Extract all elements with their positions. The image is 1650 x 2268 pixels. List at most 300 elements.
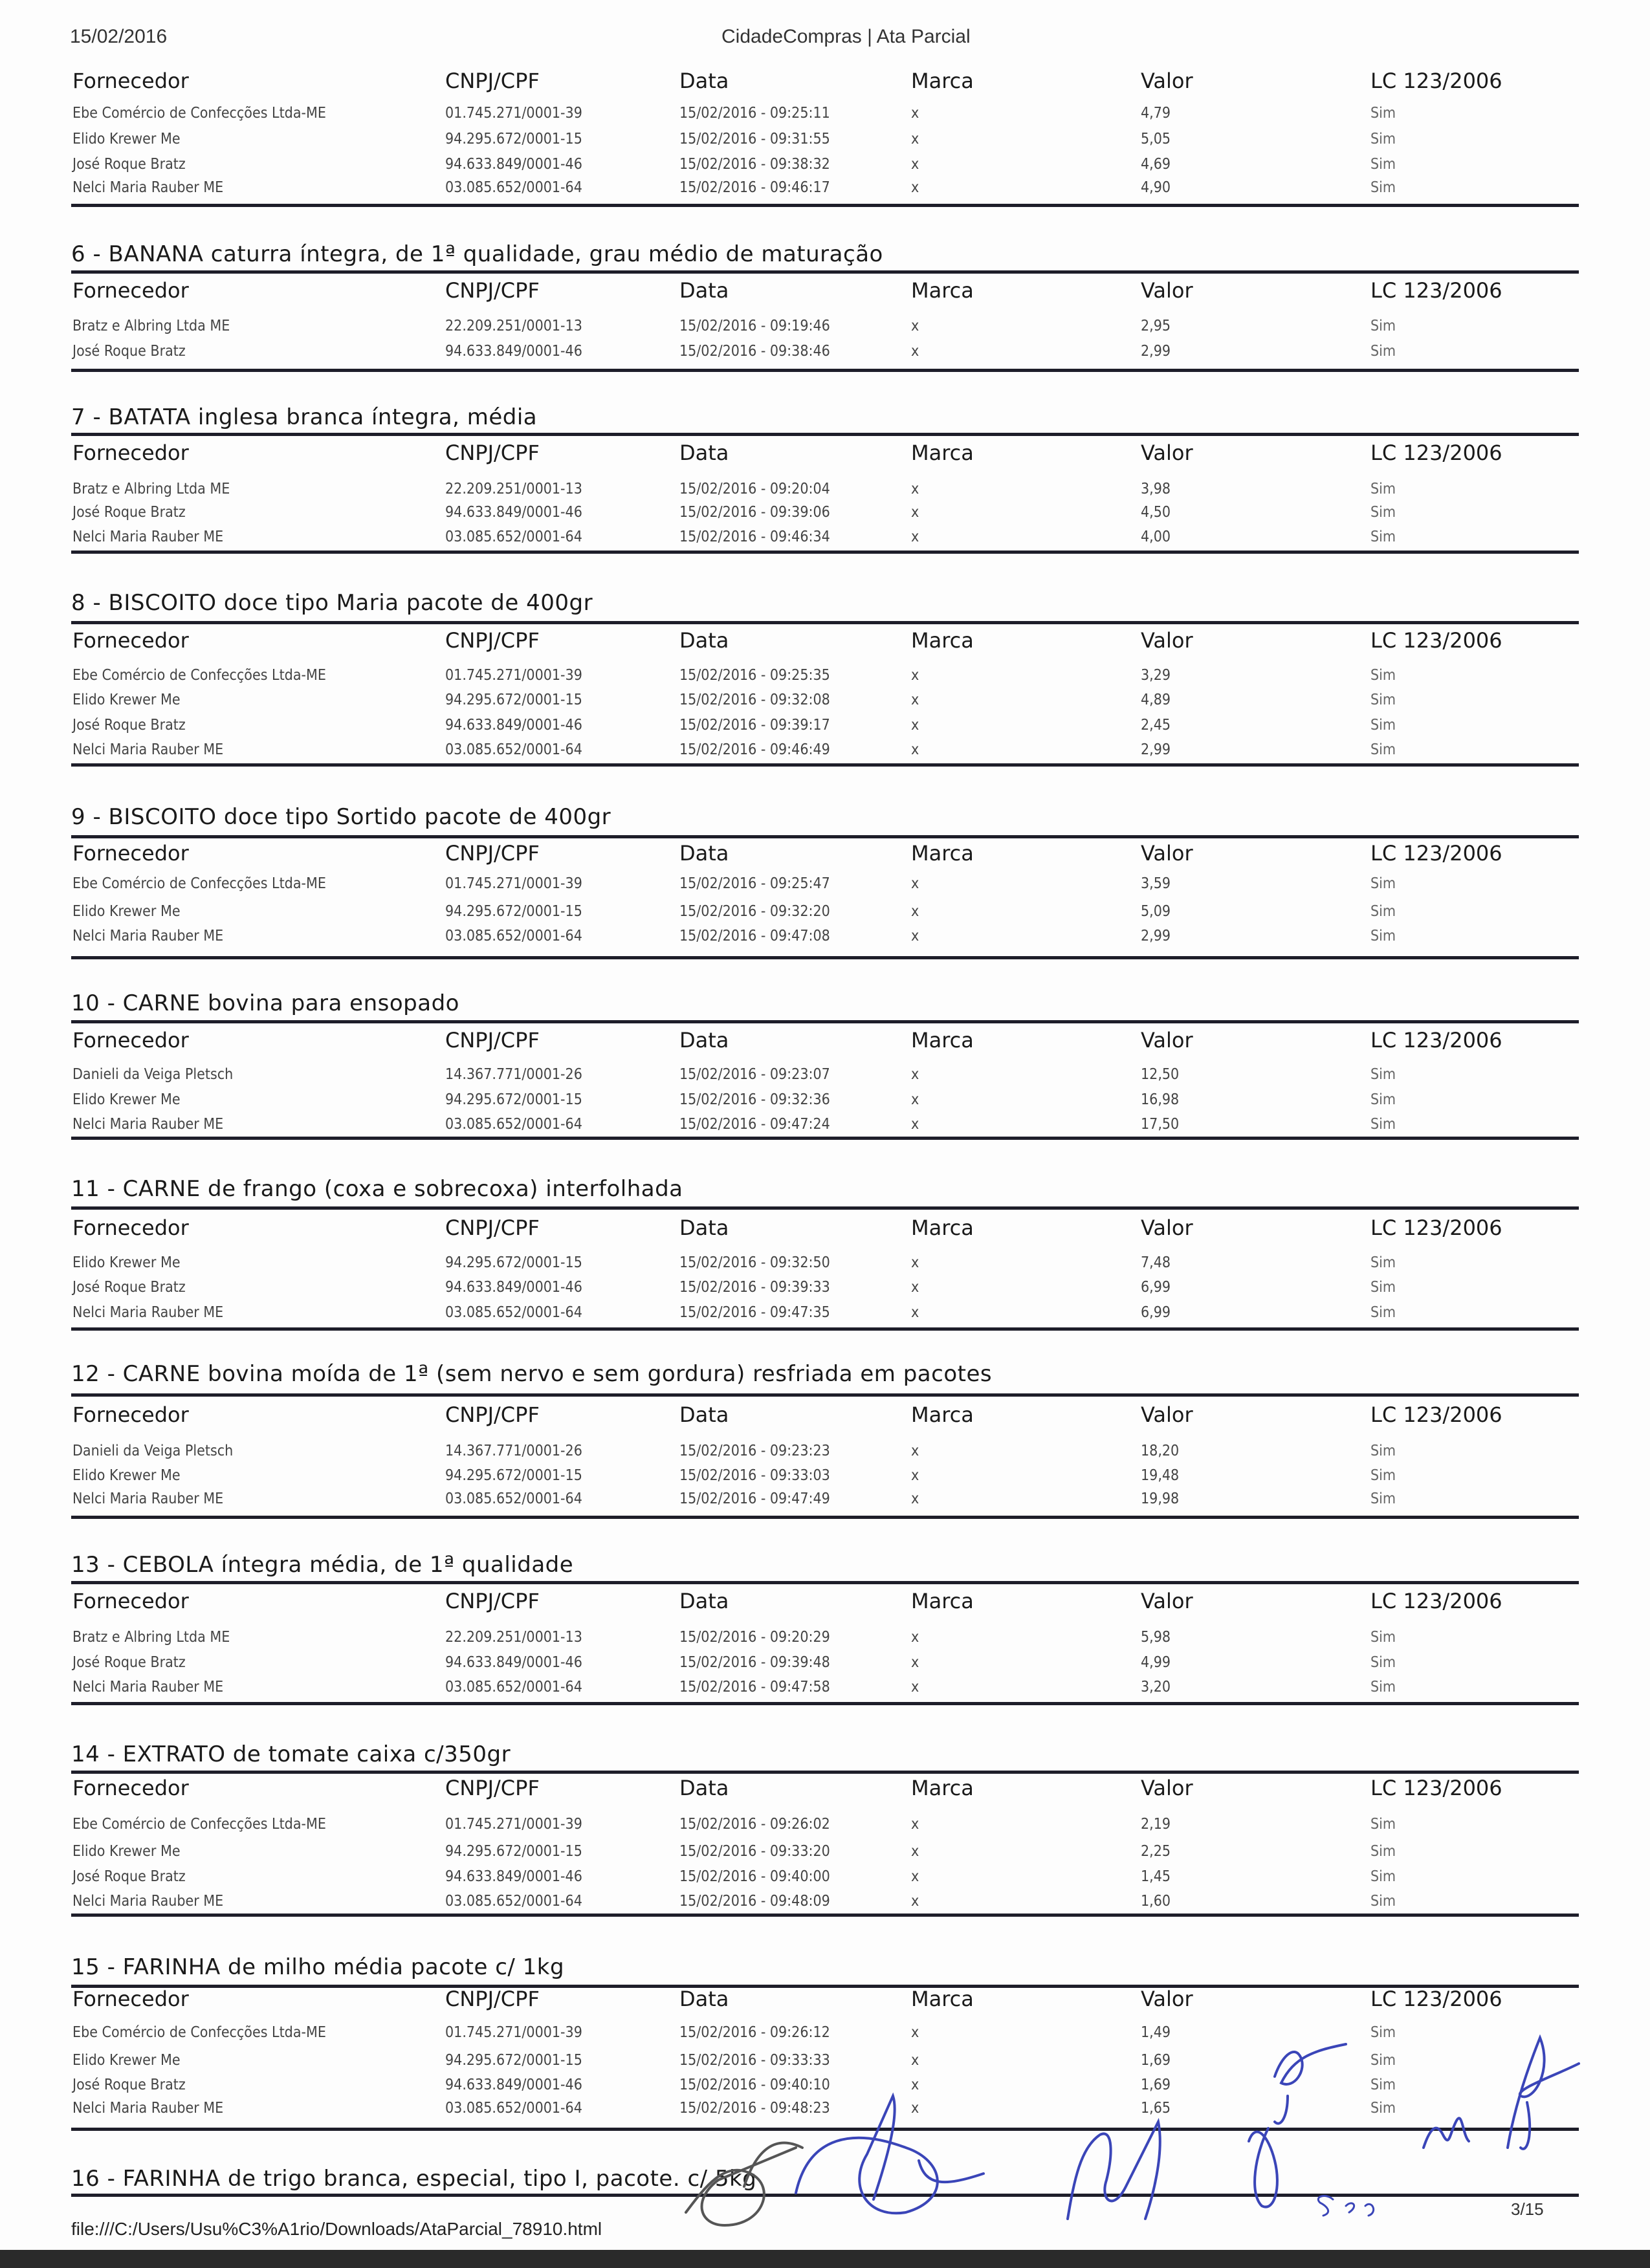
- brand: x: [911, 156, 919, 173]
- title-rule: [71, 1393, 1579, 1397]
- supplier-name: José Roque Bratz: [72, 2077, 186, 2093]
- lc-123-2006: Sim: [1370, 2100, 1396, 2117]
- lc-123-2006: Sim: [1370, 667, 1396, 684]
- column-header-valor: Valor: [1141, 841, 1193, 866]
- column-header-lc-123-2006: LC 123/2006: [1370, 1776, 1502, 1800]
- brand: x: [911, 1629, 919, 1646]
- bid-datetime: 15/02/2016 - 09:26:02: [679, 1816, 830, 1833]
- column-header-data: Data: [679, 1589, 729, 1613]
- signature-5: [1275, 2044, 1346, 2124]
- column-header-lc-123-2006: LC 123/2006: [1370, 1987, 1502, 2011]
- column-header-cnpj-cpf: CNPJ/CPF: [445, 1216, 540, 1240]
- bid-value: 2,45: [1141, 717, 1171, 734]
- lc-123-2006: Sim: [1370, 1091, 1396, 1108]
- supplier-name: Nelci Maria Rauber ME: [72, 741, 224, 758]
- lc-123-2006: Sim: [1370, 1443, 1396, 1459]
- bid-value: 18,20: [1141, 1443, 1180, 1459]
- lc-123-2006: Sim: [1370, 928, 1396, 944]
- bid-datetime: 15/02/2016 - 09:39:48: [679, 1654, 830, 1671]
- column-header-cnpj-cpf: CNPJ/CPF: [445, 441, 540, 465]
- bid-value: 3,20: [1141, 1679, 1171, 1696]
- bid-value: 4,79: [1141, 105, 1171, 122]
- bid-value: 4,00: [1141, 529, 1171, 545]
- signature-3: [1068, 2122, 1160, 2219]
- column-header-lc-123-2006: LC 123/2006: [1370, 1589, 1502, 1613]
- bid-value: 12,50: [1141, 1066, 1180, 1083]
- column-header-valor: Valor: [1141, 1402, 1193, 1427]
- scan-edge: [0, 2250, 1650, 2268]
- title-rule: [71, 1985, 1579, 1988]
- bid-value: 7,48: [1141, 1254, 1171, 1271]
- lc-123-2006: Sim: [1370, 156, 1396, 173]
- column-header-cnpj-cpf: CNPJ/CPF: [445, 1402, 540, 1427]
- title-rule: [71, 621, 1579, 624]
- title-rule: [71, 2194, 1579, 2197]
- brand: x: [911, 2052, 919, 2069]
- column-header-valor: Valor: [1141, 1776, 1193, 1800]
- supplier-name: Nelci Maria Rauber ME: [72, 1893, 224, 1910]
- bid-datetime: 15/02/2016 - 09:48:23: [679, 2100, 830, 2117]
- lc-123-2006: Sim: [1370, 903, 1396, 920]
- cnpj: 94.295.672/0001-15: [445, 131, 582, 147]
- lc-123-2006: Sim: [1370, 717, 1396, 734]
- cnpj: 01.745.271/0001-39: [445, 667, 582, 684]
- cnpj: 03.085.652/0001-64: [445, 741, 582, 758]
- supplier-name: José Roque Bratz: [72, 1868, 186, 1885]
- bid-datetime: 15/02/2016 - 09:32:50: [679, 1254, 830, 1271]
- bid-datetime: 15/02/2016 - 09:25:11: [679, 105, 830, 122]
- title-rule: [71, 1771, 1579, 1774]
- column-header-data: Data: [679, 69, 729, 93]
- bid-value: 4,90: [1141, 179, 1171, 196]
- bid-datetime: 15/02/2016 - 09:33:20: [679, 1843, 830, 1860]
- brand: x: [911, 875, 919, 892]
- cnpj: 94.295.672/0001-15: [445, 1467, 582, 1484]
- bid-value: 2,99: [1141, 741, 1171, 758]
- item-title: 12 - CARNE bovina moída de 1ª (sem nervo e sem gordura) resfriada em pacotes: [71, 1361, 993, 1387]
- bid-datetime: 15/02/2016 - 09:46:17: [679, 179, 830, 196]
- bid-value: 16,98: [1141, 1091, 1180, 1108]
- lc-123-2006: Sim: [1370, 1304, 1396, 1321]
- supplier-name: Nelci Maria Rauber ME: [72, 1304, 224, 1321]
- supplier-name: José Roque Bratz: [72, 1279, 186, 1296]
- bid-datetime: 15/02/2016 - 09:47:08: [679, 928, 830, 944]
- lc-123-2006: Sim: [1370, 529, 1396, 545]
- brand: x: [911, 179, 919, 196]
- bid-value: 3,29: [1141, 667, 1171, 684]
- bid-value: 2,99: [1141, 343, 1171, 360]
- supplier-name: Ebe Comércio de Confecções Ltda-ME: [72, 2024, 326, 2041]
- cnpj: 94.633.849/0001-46: [445, 1868, 582, 1885]
- supplier-name: Elido Krewer Me: [72, 1467, 181, 1484]
- column-header-data: Data: [679, 1028, 729, 1052]
- brand: x: [911, 667, 919, 684]
- column-header-marca: Marca: [911, 1987, 974, 2011]
- column-header-cnpj-cpf: CNPJ/CPF: [445, 69, 540, 93]
- cnpj: 94.633.849/0001-46: [445, 156, 582, 173]
- supplier-name: Nelci Maria Rauber ME: [72, 179, 224, 196]
- bid-value: 1,45: [1141, 1868, 1171, 1885]
- brand: x: [911, 1679, 919, 1696]
- supplier-name: Danieli da Veiga Pletsch: [72, 1443, 234, 1459]
- bid-value: 5,98: [1141, 1629, 1171, 1646]
- lc-123-2006: Sim: [1370, 105, 1396, 122]
- brand: x: [911, 1654, 919, 1671]
- column-header-fornecedor: Fornecedor: [72, 1589, 189, 1613]
- brand: x: [911, 1893, 919, 1910]
- supplier-name: Ebe Comércio de Confecções Ltda-ME: [72, 875, 326, 892]
- cnpj: 03.085.652/0001-64: [445, 1679, 582, 1696]
- brand: x: [911, 1467, 919, 1484]
- lc-123-2006: Sim: [1370, 1490, 1396, 1507]
- column-header-cnpj-cpf: CNPJ/CPF: [445, 1589, 540, 1613]
- bid-value: 1,49: [1141, 2024, 1171, 2041]
- lc-123-2006: Sim: [1370, 1279, 1396, 1296]
- item-title: 14 - EXTRATO de tomate caixa c/350gr: [71, 1741, 511, 1767]
- bid-datetime: 15/02/2016 - 09:38:46: [679, 343, 830, 360]
- cnpj: 01.745.271/0001-39: [445, 2024, 582, 2041]
- bid-datetime: 15/02/2016 - 09:40:00: [679, 1868, 830, 1885]
- cnpj: 03.085.652/0001-64: [445, 928, 582, 944]
- bid-value: 5,05: [1141, 131, 1171, 147]
- column-header-data: Data: [679, 628, 729, 653]
- title-rule: [71, 433, 1579, 436]
- column-header-fornecedor: Fornecedor: [72, 628, 189, 653]
- bid-value: 6,99: [1141, 1279, 1171, 1296]
- bid-datetime: 15/02/2016 - 09:25:35: [679, 667, 830, 684]
- bid-datetime: 15/02/2016 - 09:38:32: [679, 156, 830, 173]
- column-header-valor: Valor: [1141, 1216, 1193, 1240]
- column-header-lc-123-2006: LC 123/2006: [1370, 1402, 1502, 1427]
- column-header-data: Data: [679, 1776, 729, 1800]
- cnpj: 14.367.771/0001-26: [445, 1066, 582, 1083]
- cnpj: 03.085.652/0001-64: [445, 1304, 582, 1321]
- bid-datetime: 15/02/2016 - 09:32:36: [679, 1091, 830, 1108]
- title-rule: [71, 835, 1579, 838]
- column-header-fornecedor: Fornecedor: [72, 441, 189, 465]
- lc-123-2006: Sim: [1370, 692, 1396, 708]
- section-end-rule: [71, 763, 1579, 767]
- cnpj: 94.295.672/0001-15: [445, 1091, 582, 1108]
- bid-datetime: 15/02/2016 - 09:47:35: [679, 1304, 830, 1321]
- supplier-name: Elido Krewer Me: [72, 2052, 181, 2069]
- bid-value: 1,60: [1141, 1893, 1171, 1910]
- bid-datetime: 15/02/2016 - 09:19:46: [679, 318, 830, 334]
- lc-123-2006: Sim: [1370, 343, 1396, 360]
- column-header-fornecedor: Fornecedor: [72, 1776, 189, 1800]
- column-header-valor: Valor: [1141, 1589, 1193, 1613]
- bid-datetime: 15/02/2016 - 09:48:09: [679, 1893, 830, 1910]
- column-header-marca: Marca: [911, 278, 974, 303]
- supplier-name: Elido Krewer Me: [72, 1254, 181, 1271]
- brand: x: [911, 1279, 919, 1296]
- supplier-name: Nelci Maria Rauber ME: [72, 1679, 224, 1696]
- item-title: 8 - BISCOITO doce tipo Maria pacote de 400gr: [71, 590, 593, 616]
- column-header-marca: Marca: [911, 1402, 974, 1427]
- column-header-data: Data: [679, 1216, 729, 1240]
- column-header-cnpj-cpf: CNPJ/CPF: [445, 1028, 540, 1052]
- brand: x: [911, 1868, 919, 1885]
- bid-datetime: 15/02/2016 - 09:39:33: [679, 1279, 830, 1296]
- column-header-marca: Marca: [911, 69, 974, 93]
- lc-123-2006: Sim: [1370, 179, 1396, 196]
- bid-value: 2,95: [1141, 318, 1171, 334]
- brand: x: [911, 318, 919, 334]
- bid-value: 4,99: [1141, 1654, 1171, 1671]
- page-number: 3/15: [1511, 2199, 1544, 2219]
- cnpj: 22.209.251/0001-13: [445, 318, 582, 334]
- title-rule: [71, 1020, 1579, 1023]
- section-end-rule: [71, 1914, 1579, 1917]
- lc-123-2006: Sim: [1370, 1066, 1396, 1083]
- supplier-name: Ebe Comércio de Confecções Ltda-ME: [72, 1816, 326, 1833]
- column-header-fornecedor: Fornecedor: [72, 278, 189, 303]
- brand: x: [911, 343, 919, 360]
- cnpj: 03.085.652/0001-64: [445, 179, 582, 196]
- supplier-name: Elido Krewer Me: [72, 131, 181, 147]
- bid-datetime: 15/02/2016 - 09:39:06: [679, 504, 830, 521]
- bid-datetime: 15/02/2016 - 09:20:29: [679, 1629, 830, 1646]
- column-header-fornecedor: Fornecedor: [72, 1402, 189, 1427]
- supplier-name: Elido Krewer Me: [72, 1091, 181, 1108]
- column-header-lc-123-2006: LC 123/2006: [1370, 441, 1502, 465]
- bid-value: 1,65: [1141, 2100, 1171, 2117]
- cnpj: 94.295.672/0001-15: [445, 2052, 582, 2069]
- column-header-marca: Marca: [911, 1589, 974, 1613]
- bid-datetime: 15/02/2016 - 09:23:07: [679, 1066, 830, 1083]
- cnpj: 94.633.849/0001-46: [445, 1654, 582, 1671]
- column-header-data: Data: [679, 441, 729, 465]
- lc-123-2006: Sim: [1370, 318, 1396, 334]
- cnpj: 03.085.652/0001-64: [445, 2100, 582, 2117]
- section-end-rule: [71, 2128, 1579, 2131]
- column-header-marca: Marca: [911, 841, 974, 866]
- column-header-marca: Marca: [911, 1776, 974, 1800]
- column-header-fornecedor: Fornecedor: [72, 841, 189, 866]
- bid-value: 4,89: [1141, 692, 1171, 708]
- bid-value: 4,50: [1141, 504, 1171, 521]
- cnpj: 14.367.771/0001-26: [445, 1443, 582, 1459]
- lc-123-2006: Sim: [1370, 2052, 1396, 2069]
- supplier-name: Ebe Comércio de Confecções Ltda-ME: [72, 105, 326, 122]
- column-header-lc-123-2006: LC 123/2006: [1370, 1028, 1502, 1052]
- page-title: CidadeCompras | Ata Parcial: [721, 26, 971, 47]
- item-title: 9 - BISCOITO doce tipo Sortido pacote de 400gr: [71, 804, 611, 830]
- cnpj: 94.633.849/0001-46: [445, 2077, 582, 2093]
- column-header-valor: Valor: [1141, 69, 1193, 93]
- supplier-name: Nelci Maria Rauber ME: [72, 529, 224, 545]
- column-header-valor: Valor: [1141, 441, 1193, 465]
- brand: x: [911, 2077, 919, 2093]
- column-header-data: Data: [679, 1987, 729, 2011]
- bid-datetime: 15/02/2016 - 09:23:23: [679, 1443, 830, 1459]
- bid-datetime: 15/02/2016 - 09:47:49: [679, 1490, 830, 1507]
- brand: x: [911, 504, 919, 521]
- column-header-marca: Marca: [911, 441, 974, 465]
- bid-value: 2,25: [1141, 1843, 1171, 1860]
- section-end-rule: [71, 369, 1579, 372]
- column-header-cnpj-cpf: CNPJ/CPF: [445, 1987, 540, 2011]
- lc-123-2006: Sim: [1370, 1868, 1396, 1885]
- bid-value: 19,98: [1141, 1490, 1180, 1507]
- title-rule: [71, 270, 1579, 274]
- brand: x: [911, 1091, 919, 1108]
- bid-datetime: 15/02/2016 - 09:26:12: [679, 2024, 830, 2041]
- lc-123-2006: Sim: [1370, 1679, 1396, 1696]
- cnpj: 94.633.849/0001-46: [445, 717, 582, 734]
- lc-123-2006: Sim: [1370, 1816, 1396, 1833]
- lc-123-2006: Sim: [1370, 2077, 1396, 2093]
- brand: x: [911, 1116, 919, 1133]
- supplier-name: José Roque Bratz: [72, 156, 186, 173]
- bid-datetime: 15/02/2016 - 09:46:49: [679, 741, 830, 758]
- column-header-lc-123-2006: LC 123/2006: [1370, 1216, 1502, 1240]
- supplier-name: Nelci Maria Rauber ME: [72, 1116, 224, 1133]
- supplier-name: Danieli da Veiga Pletsch: [72, 1066, 234, 1083]
- bid-datetime: 15/02/2016 - 09:33:03: [679, 1467, 830, 1484]
- section-end-rule: [71, 1516, 1579, 1519]
- bid-datetime: 15/02/2016 - 09:47:24: [679, 1116, 830, 1133]
- bid-datetime: 15/02/2016 - 09:40:10: [679, 2077, 830, 2093]
- lc-123-2006: Sim: [1370, 875, 1396, 892]
- bid-datetime: 15/02/2016 - 09:25:47: [679, 875, 830, 892]
- column-header-valor: Valor: [1141, 278, 1193, 303]
- signature-6: [1424, 2038, 1579, 2149]
- brand: x: [911, 1490, 919, 1507]
- cnpj: 94.295.672/0001-15: [445, 1843, 582, 1860]
- cnpj: 94.633.849/0001-46: [445, 1279, 582, 1296]
- bid-datetime: 15/02/2016 - 09:32:08: [679, 692, 830, 708]
- bid-value: 1,69: [1141, 2052, 1171, 2069]
- supplier-name: Nelci Maria Rauber ME: [72, 1490, 224, 1507]
- supplier-name: José Roque Bratz: [72, 1654, 186, 1671]
- column-header-marca: Marca: [911, 1028, 974, 1052]
- lc-123-2006: Sim: [1370, 1467, 1396, 1484]
- title-rule: [71, 1206, 1579, 1210]
- brand: x: [911, 1443, 919, 1459]
- brand: x: [911, 928, 919, 944]
- column-header-valor: Valor: [1141, 1028, 1193, 1052]
- bid-value: 3,98: [1141, 481, 1171, 497]
- column-header-fornecedor: Fornecedor: [72, 1028, 189, 1052]
- cnpj: 03.085.652/0001-64: [445, 1893, 582, 1910]
- column-header-data: Data: [679, 278, 729, 303]
- column-header-fornecedor: Fornecedor: [72, 69, 189, 93]
- lc-123-2006: Sim: [1370, 1893, 1396, 1910]
- supplier-name: Nelci Maria Rauber ME: [72, 928, 224, 944]
- brand: x: [911, 2024, 919, 2041]
- cnpj: 22.209.251/0001-13: [445, 1629, 582, 1646]
- brand: x: [911, 529, 919, 545]
- supplier-name: Elido Krewer Me: [72, 903, 181, 920]
- footer-file-url: file:///C:/Users/Usu%C3%A1rio/Downloads/AtaParcial_78910.html: [71, 2219, 602, 2239]
- cnpj: 03.085.652/0001-64: [445, 1490, 582, 1507]
- column-header-fornecedor: Fornecedor: [72, 1216, 189, 1240]
- brand: x: [911, 105, 919, 122]
- column-header-lc-123-2006: LC 123/2006: [1370, 278, 1502, 303]
- cnpj: 03.085.652/0001-64: [445, 529, 582, 545]
- cnpj: 94.295.672/0001-15: [445, 692, 582, 708]
- column-header-valor: Valor: [1141, 1987, 1193, 2011]
- supplier-name: Ebe Comércio de Confecções Ltda-ME: [72, 667, 326, 684]
- bid-datetime: 15/02/2016 - 09:39:17: [679, 717, 830, 734]
- bid-datetime: 15/02/2016 - 09:32:20: [679, 903, 830, 920]
- column-header-marca: Marca: [911, 628, 974, 653]
- brand: x: [911, 903, 919, 920]
- column-header-marca: Marca: [911, 1216, 974, 1240]
- title-rule: [71, 1581, 1579, 1584]
- cnpj: 94.295.672/0001-15: [445, 903, 582, 920]
- bid-datetime: 15/02/2016 - 09:46:34: [679, 529, 830, 545]
- cnpj: 01.745.271/0001-39: [445, 1816, 582, 1833]
- cnpj: 03.085.652/0001-64: [445, 1116, 582, 1133]
- column-header-cnpj-cpf: CNPJ/CPF: [445, 841, 540, 866]
- bid-value: 3,59: [1141, 875, 1171, 892]
- brand: x: [911, 131, 919, 147]
- bid-datetime: 15/02/2016 - 09:20:04: [679, 481, 830, 497]
- supplier-name: Bratz e Albring Ltda ME: [72, 481, 230, 497]
- cnpj: 94.633.849/0001-46: [445, 343, 582, 360]
- supplier-name: Elido Krewer Me: [72, 692, 181, 708]
- section-end-rule: [71, 1702, 1579, 1705]
- lc-123-2006: Sim: [1370, 2024, 1396, 2041]
- bid-value: 6,99: [1141, 1304, 1171, 1321]
- brand: x: [911, 1304, 919, 1321]
- lc-123-2006: Sim: [1370, 1629, 1396, 1646]
- brand: x: [911, 481, 919, 497]
- cnpj: 94.295.672/0001-15: [445, 1254, 582, 1271]
- brand: x: [911, 1843, 919, 1860]
- bid-value: 19,48: [1141, 1467, 1180, 1484]
- section-end-rule: [71, 1327, 1579, 1331]
- item-title: 16 - FARINHA de trigo branca, especial, tipo I, pacote. c/ 5kg: [71, 2166, 757, 2192]
- supplier-name: Bratz e Albring Ltda ME: [72, 1629, 230, 1646]
- section-end-rule: [71, 551, 1579, 554]
- supplier-name: José Roque Bratz: [72, 717, 186, 734]
- item-title: 11 - CARNE de frango (coxa e sobrecoxa) interfolhada: [71, 1176, 683, 1202]
- column-header-lc-123-2006: LC 123/2006: [1370, 628, 1502, 653]
- section-end-rule: [71, 1137, 1579, 1140]
- supplier-name: Elido Krewer Me: [72, 1843, 181, 1860]
- bid-value: 17,50: [1141, 1116, 1180, 1133]
- item-title: 6 - BANANA caturra íntegra, de 1ª qualidade, grau médio de maturação: [71, 241, 883, 267]
- bid-datetime: 15/02/2016 - 09:47:58: [679, 1679, 830, 1696]
- lc-123-2006: Sim: [1370, 481, 1396, 497]
- cnpj: 01.745.271/0001-39: [445, 875, 582, 892]
- brand: x: [911, 1254, 919, 1271]
- supplier-name: Bratz e Albring Ltda ME: [72, 318, 230, 334]
- item-title: 7 - BATATA inglesa branca íntegra, média: [71, 404, 538, 430]
- lc-123-2006: Sim: [1370, 131, 1396, 147]
- brand: x: [911, 1066, 919, 1083]
- column-header-cnpj-cpf: CNPJ/CPF: [445, 278, 540, 303]
- print-date: 15/02/2016: [70, 26, 168, 47]
- bid-datetime: 15/02/2016 - 09:31:55: [679, 131, 830, 147]
- supplier-name: Nelci Maria Rauber ME: [72, 2100, 224, 2117]
- brand: x: [911, 692, 919, 708]
- handwritten-note: [1318, 2196, 1373, 2216]
- cnpj: 22.209.251/0001-13: [445, 481, 582, 497]
- item-title: 13 - CEBOLA íntegra média, de 1ª qualidade: [71, 1552, 574, 1578]
- brand: x: [911, 717, 919, 734]
- item-title: 15 - FARINHA de milho média pacote c/ 1kg: [71, 1954, 565, 1980]
- bid-datetime: 15/02/2016 - 09:33:33: [679, 2052, 830, 2069]
- brand: x: [911, 741, 919, 758]
- cnpj: 01.745.271/0001-39: [445, 105, 582, 122]
- item-title: 10 - CARNE bovina para ensopado: [71, 990, 459, 1016]
- brand: x: [911, 2100, 919, 2117]
- bid-value: 2,19: [1141, 1816, 1171, 1833]
